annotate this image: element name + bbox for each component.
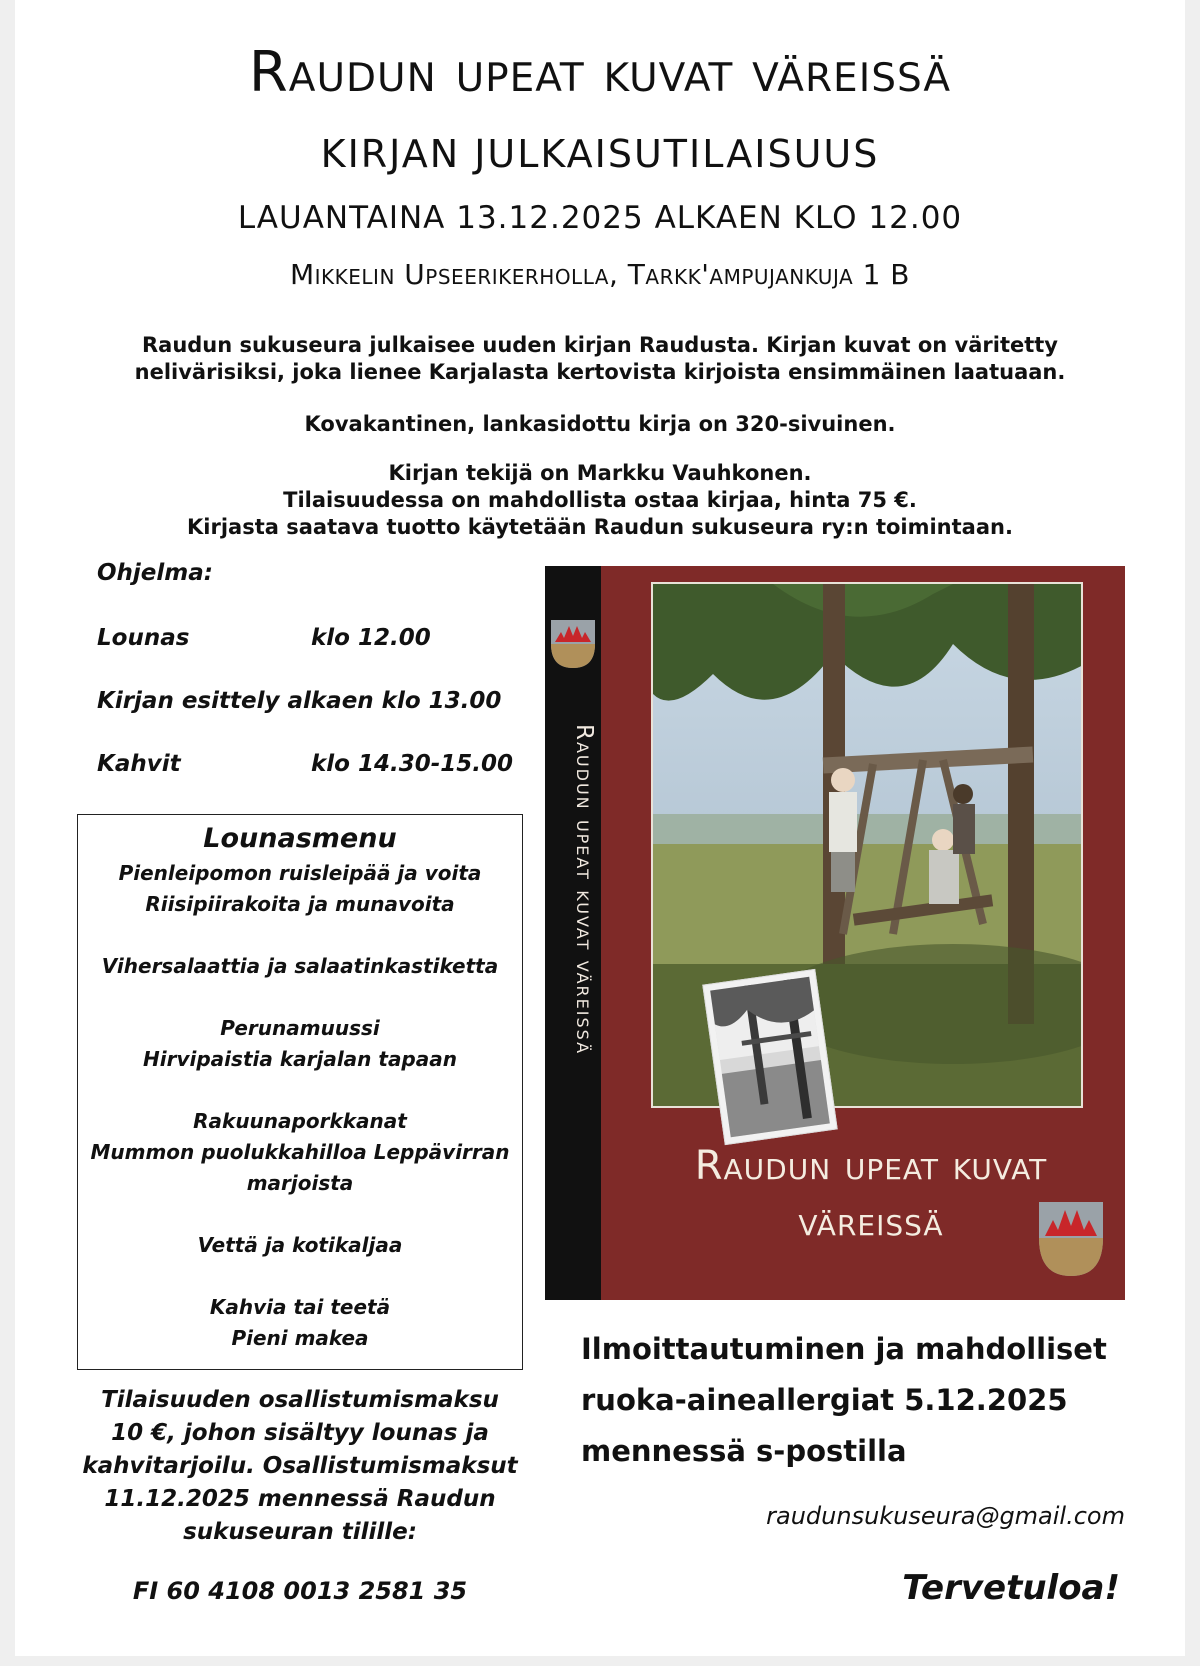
poster-subtitle: KIRJAN JULKAISUTILAISUUS (320, 132, 880, 176)
registration-info (581, 1324, 1141, 1477)
menu-item: Vettä ja kotikaljaa (197, 1233, 403, 1257)
fee-line: kahvitarjoilu. Osallistumismaksut (82, 1453, 518, 1479)
menu-spacer (78, 1075, 522, 1106)
intro-line: Tilaisuudessa on mahdollista ostaa kirjaa, hinta 75 €. (283, 488, 917, 512)
intro-line: Kirjasta saatava tuotto käytetään Raudun sukuseura ry:n toimintaan. (187, 515, 1013, 539)
fee-line: 10 €, johon sisältyy lounas ja (111, 1420, 489, 1446)
menu-item: Rakuunaporkkanat (193, 1109, 407, 1133)
menu-item: Hirvipaistia karjalan tapaan (143, 1047, 457, 1071)
intro-paragraph-3 (15, 460, 1185, 541)
intro-line: nelivärisiksi, joka lienee Karjalasta kertovista kirjoista ensimmäinen laatuaan. (134, 360, 1066, 384)
menu-item: Vihersalaattia ja salaatinkastiketta (101, 954, 499, 978)
book-front-cover (601, 566, 1125, 1300)
menu-spacer (78, 920, 522, 951)
intro-paragraph-1 (15, 332, 1185, 386)
coat-of-arms-icon (1039, 1202, 1103, 1276)
coat-of-arms-icon (551, 620, 595, 668)
poster-title: Raudun upeat kuvat väreissä (248, 40, 952, 105)
cover-title-line: väreissä (798, 1199, 944, 1245)
program-item-label: Kahvit (97, 751, 181, 777)
menu-list (78, 858, 522, 1354)
registration-line: ruoka-aineallergiat 5.12.2025 (581, 1383, 1068, 1417)
intro-line: Kirjan tekijä on Markku Vauhkonen. (388, 461, 812, 485)
registration-line: mennessä s-postilla (581, 1434, 907, 1468)
fee-line: Tilaisuuden osallistumismaksu (101, 1387, 499, 1413)
event-venue: Mikkelin Upseerikerholla, Tarkk'ampujankuja 1 B (289, 258, 910, 291)
menu-title: Lounasmenu (203, 823, 397, 854)
contact-email-link[interactable]: raudunsukuseura@gmail.com (766, 1502, 1125, 1530)
menu-item: Riisipiirakoita ja munavoita (145, 892, 455, 916)
program-item-time: klo 12.00 (311, 625, 431, 651)
welcome-text: Tervetuloa! (902, 1568, 1120, 1608)
book-cover-image (545, 566, 1125, 1300)
book-spine (545, 566, 601, 1300)
menu-item: Perunamuussi (220, 1016, 380, 1040)
intro-line: Raudun sukuseura julkaisee uuden kirjan Raudusta. Kirjan kuvat on väritetty (141, 333, 1058, 357)
menu-item: Mummon puolukkahilloa Leppävirran (90, 1140, 510, 1164)
registration-line: Ilmoittautuminen ja mahdolliset (581, 1332, 1107, 1366)
fee-line: 11.12.2025 mennessä Raudun (104, 1486, 496, 1512)
inset-photo (703, 970, 836, 1144)
menu-item: Pienleipomon ruisleipää ja voita (118, 861, 482, 885)
participation-fee (77, 1384, 523, 1549)
program-item-time: klo 14.30-15.00 (311, 751, 514, 777)
spine-title: Raudun upeat kuvat väreissä (571, 724, 597, 1056)
intro-paragraph-2: Kovakantinen, lankasidottu kirja on 320-sivuinen. (304, 412, 896, 436)
event-date: LAUANTAINA 13.12.2025 ALKAEN KLO 12.00 (237, 200, 963, 236)
menu-item: Pieni makea (231, 1326, 369, 1350)
cover-title-line: Raudun upeat kuvat (694, 1143, 1048, 1189)
small-black-white-photo (702, 969, 837, 1145)
program-item-label: Kirjan esittely alkaen klo 13.00 (97, 688, 502, 714)
menu-item: Kahvia tai teetä (209, 1295, 391, 1319)
program-heading: Ohjelma: (97, 560, 213, 586)
lunch-menu-box (77, 814, 523, 1370)
bank-account-number: FI 60 4108 0013 2581 35 (132, 1577, 468, 1605)
menu-spacer (78, 982, 522, 1013)
menu-item: marjoista (246, 1171, 354, 1195)
fee-line: sukuseuran tilille: (183, 1519, 417, 1545)
menu-spacer (78, 1199, 522, 1230)
program-item-label: Lounas (97, 625, 190, 651)
poster-page (15, 0, 1185, 1656)
menu-spacer (78, 1261, 522, 1292)
